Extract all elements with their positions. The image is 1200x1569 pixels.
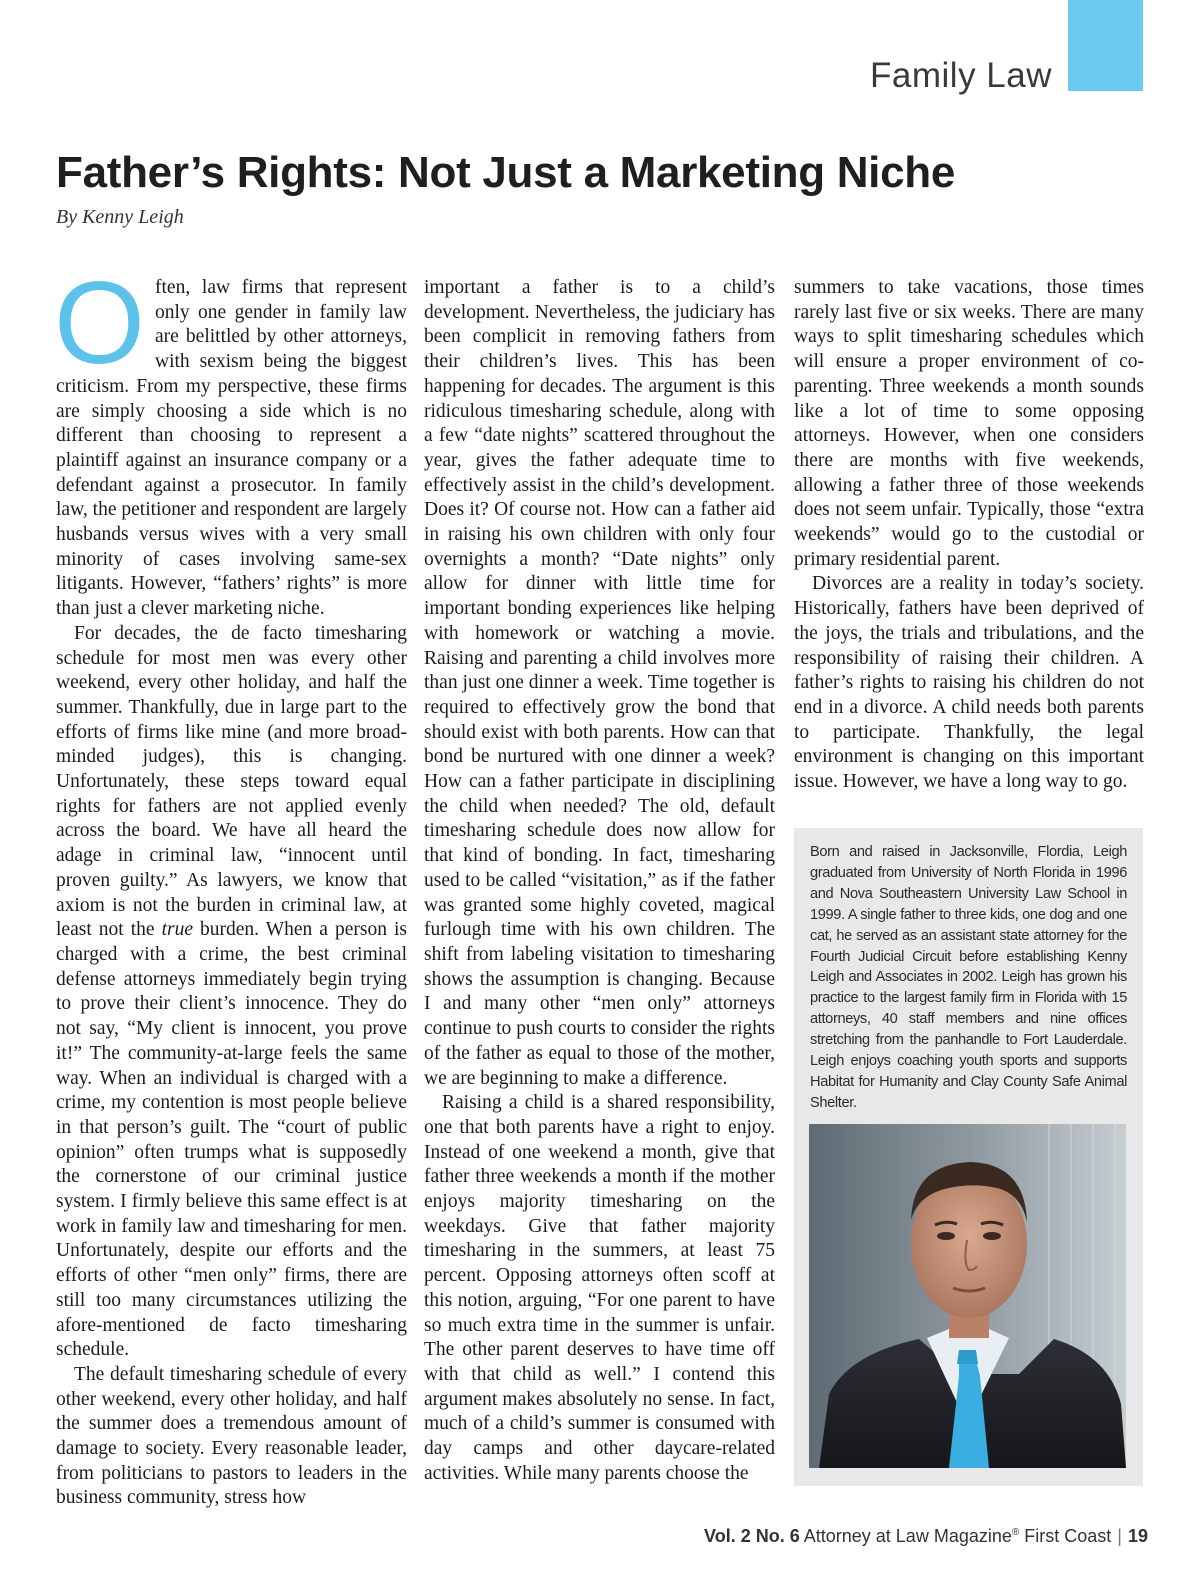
paragraph-4-continued: summers to take vacations, those times rarely last five or six weeks. There are many ways to split timesharing schedules which will ensure a proper environment of co-parenting. Three weekends a month sounds like a lot of time to some opposing attorneys. However, when one considers there are months with five weekends, allowing a father three of those weekends does not seem unfair. Typically, those “extra weekends” would go to the custodial or primary residential parent. — [794, 277, 1144, 570]
paragraph-2-text-a: For decades, the de facto timesharing schedule for most men was every other weekend, every other holiday, and half the summer. Thankfully, due in large part to the efforts of firms like mine (and more broad-minded judges), this is changing. Unfortunately, these steps toward equal rights for fathers are not applied evenly across the board. We have all heard the adage in criminal law, “innocent until proven guilty.” As lawyers, we know that axiom is not the burden in criminal law, at least not the — [56, 622, 407, 941]
article-title: Father’s Rights: Not Just a Marketing Niche — [56, 148, 956, 197]
footer-edition: First Coast — [1024, 1526, 1112, 1546]
paragraph-5: Divorces are a reality in today’s society. Historically, fathers have been deprived of the joys, the trials and tribulations, and the responsibility of raising their children. A father’s rights to raising his children do not end in a divorce. A child needs both parents to participate. Thankfully, the legal environment is changing on this important issue. However, we have a long way to go. — [794, 573, 1144, 793]
section-accent-block — [1068, 0, 1143, 91]
article-column-2 — [424, 276, 775, 1486]
article-byline: By Kenny Leigh — [56, 206, 184, 228]
page-footer — [704, 1526, 1148, 1547]
section-label: Family Law — [870, 56, 1052, 95]
paragraph-2 — [56, 622, 407, 1363]
footer-separator: | — [1117, 1526, 1122, 1546]
registered-mark: ® — [1011, 1527, 1020, 1538]
footer-volume: Vol. 2 No. 6 — [704, 1526, 800, 1546]
paragraph-3-start: The default timesharing schedule of every other weekend, every other holiday, and half the summer does a tremendous amount of damage to society. Every reasonable leader, from politicians to pastors to leaders in the business community, stress how — [56, 1363, 407, 1509]
paragraph-1-text: ften, law firms that represent only one gender in family law are belittled by other attorneys, with sexism being the biggest criticism. From my perspective, these firms are simply choosing a side which is no different than choosing to represent a plaintiff against an insurance company or a defendant against a prosecutor. In family law, the petitioner and respondent are largely husbands versus wives with a very small minority of cases involving same-sex litigants. However, “fathers’ rights” is more than just a clever marketing niche. — [56, 277, 407, 620]
article-column-3 — [794, 276, 1144, 795]
author-portrait-image — [809, 1124, 1126, 1468]
paragraph-4-start: Raising a child is a shared responsibility, one that both parents have a right to enjoy. Instead of one weekend a month, give that father three weekends a month if the mother enjoys majority timesharing on the weekdays. Give that father majority timesharing in the summers, at least 75 percent. Opposing attorneys often scoff at this notion, arguing, “For one parent to have so much extra time in the summer is unfair. The other parent deserves to have time off with that child as well.” I contend this argument makes absolutely no sense. In fact, much of a child’s summer is consumed with day camps and other daycare-related activities. While many parents choose the — [424, 1092, 775, 1484]
article-column-1 — [54, 257, 407, 1511]
author-bio-box — [794, 828, 1143, 1486]
paragraph-3-continued: important a father is to a child’s development. Nevertheless, the judiciary has been complicit in removing fathers from their children’s lives. This has been happening for decades. The argument is this ridiculous timesharing schedule, along with a few “date nights” scattered throughout the year, gives the father adequate time to effectively assist in the child’s development. Does it? Of course not. How can a father aid in raising his own children with only four overnights a month? “Date nights” only allow for dinner with little time for important bonding experiences like helping with homework or watching a movie. Raising and parenting a child involves more than just one dinner a week. Time together is required to effectively grow the bond that should exist with both parents. How can that bond be nurtured with one dinner a week? How can a father participate in disciplining the child when needed? The old, default timesharing schedule does now allow for that kind of bonding. In fact, timesharing used to be called “visitation,” as if the father was granted some highly coveted, magical furlough time with his own children. The shift from labeling visitation to timesharing shows the assumption is changing. Because I and many other “men only” attorneys continue to push courts to consider the rights of the father as equal to those of the mother, we are beginning to make a difference. — [424, 277, 775, 1089]
paragraph-2-text-b: burden. When a person is charged with a crime, the best criminal defense attorneys immediately begin trying to prove their client’s innocence. They do not say, “My client is innocent, you prove it!” The community-at-large feels the same way. When an individual is charged with a crime, my contention is most people believe in that person’s guilt. The “court of public opinion” often trumps what is supposedly the cornerstone of our criminal justice system. I firmly believe this same effect is at work in family law and timesharing for men. Unfortunately, despite our efforts and the efforts of other “men only” firms, there are still too many circumstances utilizing the afore-mentioned de facto timesharing schedule. — [56, 919, 407, 1361]
author-photo — [809, 1124, 1126, 1468]
footer-magazine-name: Attorney at Law Magazine — [803, 1526, 1012, 1546]
page-number: 19 — [1127, 1526, 1148, 1546]
paragraph-1 — [54, 257, 407, 622]
author-bio-text: Born and raised in Jacksonville, Flordia, Leigh graduated from University of North Florida in 1996 and Nova Southeastern University Law School in 1999. A single father to three kids, one dog and one cat, he served as an assistant state attorney for the Fourth Judicial Circuit before establishing Kenny Leigh and Associates in 2002. Leigh has grown his practice to the largest family firm in Florida with 15 attorneys, 40 staff members and nine offices stretching from the panhandle to Fort Lauderdale. Leigh enjoys coaching youth sports and supports Habitat for Humanity and Clay County Safe Animal Shelter. — [810, 844, 1127, 1111]
drop-cap: O — [54, 257, 146, 388]
emphasis-true: true — [161, 919, 193, 941]
